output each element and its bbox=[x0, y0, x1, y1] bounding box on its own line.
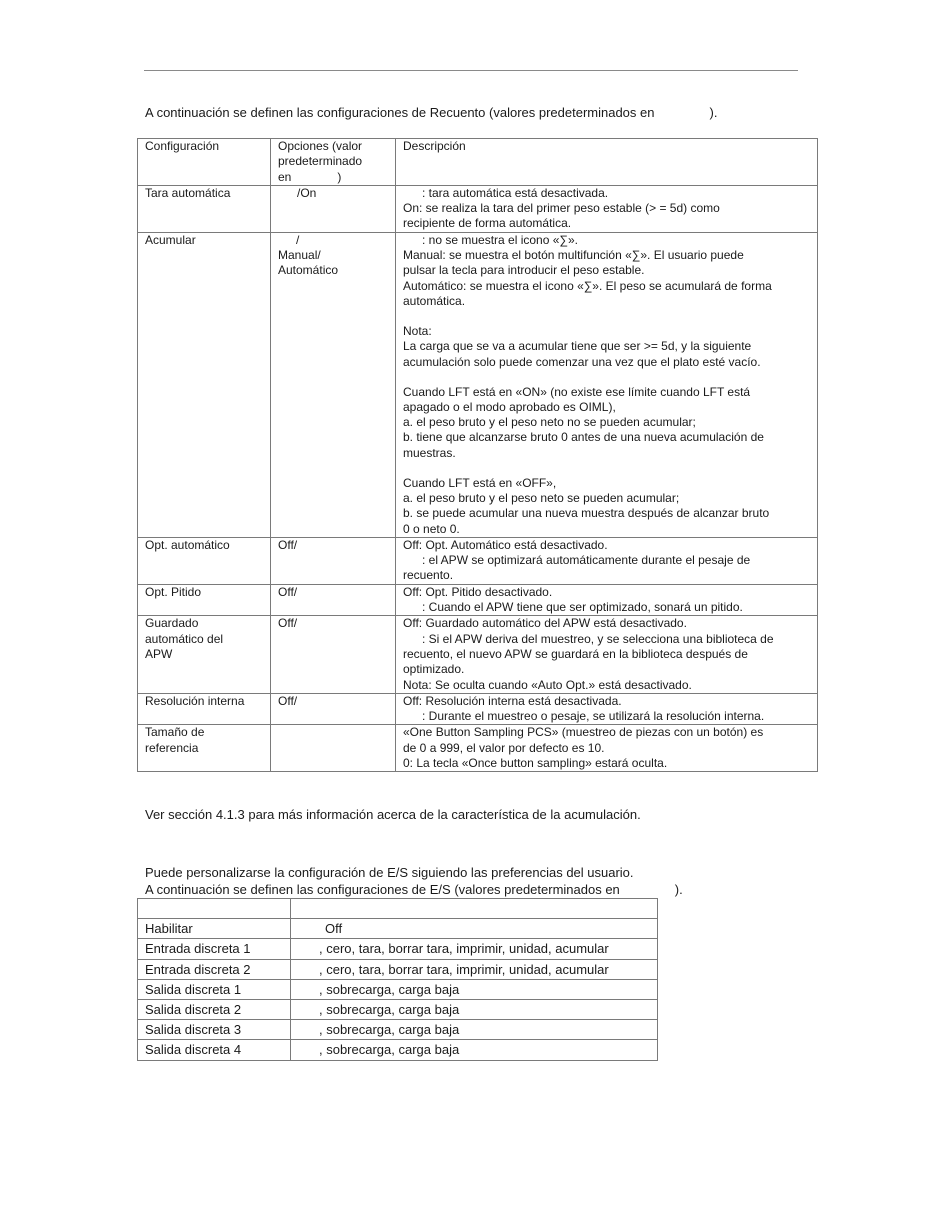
io-row bbox=[138, 1000, 658, 1020]
table-row bbox=[138, 584, 818, 616]
io-settings-table bbox=[137, 898, 658, 1061]
io-header-row bbox=[138, 899, 658, 919]
setting-options: Off/ bbox=[271, 616, 396, 693]
setting-description: Off: Guardado automático del APW está desactivado. : Si el APW deriva del muestreo, y se selecciona una biblioteca de recuento, el nuevo APW se guardará en la biblioteca después de optimizado. Nota: Se oculta cuando «Auto Opt.» está desactivado. bbox=[396, 616, 818, 693]
setting-options bbox=[271, 725, 396, 772]
setting-description: «One Button Sampling PCS» (muestreo de piezas con un botón) es de 0 a 999, el valor por defecto es 10. 0: La tecla «Once button sampling» estará oculta. bbox=[396, 725, 818, 772]
io-key: Salida discreta 1 bbox=[138, 979, 291, 999]
table-row bbox=[138, 232, 818, 537]
io-key: Habilitar bbox=[138, 919, 291, 939]
setting-options: Off/ bbox=[271, 584, 396, 616]
setting-name: Tara automática bbox=[138, 185, 271, 232]
io-row bbox=[138, 959, 658, 979]
header-rule bbox=[144, 70, 798, 71]
header-setting: Configuración bbox=[138, 139, 271, 186]
io-key: Entrada discreta 1 bbox=[138, 939, 291, 959]
setting-options: / Manual/ Automático bbox=[271, 232, 396, 537]
setting-description: : tara automática está desactivada. On: se realiza la tara del primer peso estable (> = 5d) como recipiente de forma automática. bbox=[396, 185, 818, 232]
setting-name: Opt. Pitido bbox=[138, 584, 271, 616]
setting-options: Off/ bbox=[271, 693, 396, 725]
see-section-note: Ver sección 4.1.3 para más información acerca de la característica de la acumulación. bbox=[145, 807, 641, 822]
table-row bbox=[138, 537, 818, 584]
header-description: Descripción bbox=[396, 139, 818, 186]
table-row bbox=[138, 693, 818, 725]
io-key: Entrada discreta 2 bbox=[138, 959, 291, 979]
setting-description: Off: Opt. Pitido desactivado. : Cuando el APW tiene que ser optimizado, sonará un pitido. bbox=[396, 584, 818, 616]
io-intro-line2 bbox=[145, 882, 683, 898]
setting-options: /On bbox=[271, 185, 396, 232]
counting-intro bbox=[145, 105, 717, 121]
io-row bbox=[138, 1020, 658, 1040]
io-key: Salida discreta 4 bbox=[138, 1040, 291, 1060]
table-header-row bbox=[138, 139, 818, 186]
counting-intro-close: ). bbox=[709, 105, 718, 120]
setting-name: Opt. automático bbox=[138, 537, 271, 584]
setting-options: Off/ bbox=[271, 537, 396, 584]
table-row bbox=[138, 185, 818, 232]
io-row bbox=[138, 919, 658, 939]
setting-description: Off: Opt. Automático está desactivado. : el APW se optimizará automáticamente durante el pesaje de recuento. bbox=[396, 537, 818, 584]
io-key: Salida discreta 3 bbox=[138, 1020, 291, 1040]
io-row bbox=[138, 1040, 658, 1060]
io-value: , sobrecarga, carga baja bbox=[291, 1020, 658, 1040]
setting-description: Off: Resolución interna está desactivada. : Durante el muestreo o pesaje, se utilizará la resolución interna. bbox=[396, 693, 818, 725]
setting-name: Acumular bbox=[138, 232, 271, 537]
table-row bbox=[138, 725, 818, 772]
io-value: , sobrecarga, carga baja bbox=[291, 1040, 658, 1060]
io-value: , cero, tara, borrar tara, imprimir, unidad, acumular bbox=[291, 959, 658, 979]
io-key: Salida discreta 2 bbox=[138, 1000, 291, 1020]
setting-name: Guardado automático del APW bbox=[138, 616, 271, 693]
io-intro-text: A continuación se definen las configuraciones de E/S (valores predeterminados en bbox=[145, 882, 620, 897]
setting-name: Resolución interna bbox=[138, 693, 271, 725]
io-intro-close: ). bbox=[674, 882, 683, 897]
io-value: , cero, tara, borrar tara, imprimir, unidad, acumular bbox=[291, 939, 658, 959]
table-row bbox=[138, 616, 818, 693]
io-value: , sobrecarga, carga baja bbox=[291, 1000, 658, 1020]
io-value: , sobrecarga, carga baja bbox=[291, 979, 658, 999]
counting-settings-table bbox=[137, 138, 818, 772]
setting-description: : no se muestra el icono «∑». Manual: se muestra el botón multifunción «∑». El usuario puede pulsar la tecla para introducir el peso estable. Automático: se muestra el icono «∑». El peso se acumulará de forma automática. Nota: La carga que se va a acumular tiene que ser >= 5d, y la siguiente acumulación solo puede comenzar una vez que el plato esté vacío. Cuando LFT está en «ON» (no existe ese límite cuando LFT está apagado o el modo aprobado es OIML), a. el peso bruto y el peso neto no se pueden acumular; b. tiene que alcanzarse bruto 0 antes de una nueva acumulación de muestras. Cuando LFT está en «OFF», a. el peso bruto y el peso neto se pueden acumular; b. se puede acumular una nueva muestra después de alcanzar bruto 0 o neto 0. bbox=[396, 232, 818, 537]
io-row bbox=[138, 979, 658, 999]
header-options: Opciones (valor predeterminado en ) bbox=[271, 139, 396, 186]
setting-name: Tamaño de referencia bbox=[138, 725, 271, 772]
io-intro-line1: Puede personalizarse la configuración de E/S siguiendo las preferencias del usuario. bbox=[145, 865, 634, 880]
io-row bbox=[138, 939, 658, 959]
counting-intro-text: A continuación se definen las configuraciones de Recuento (valores predeterminados en bbox=[145, 105, 655, 120]
io-value: Off bbox=[291, 919, 658, 939]
